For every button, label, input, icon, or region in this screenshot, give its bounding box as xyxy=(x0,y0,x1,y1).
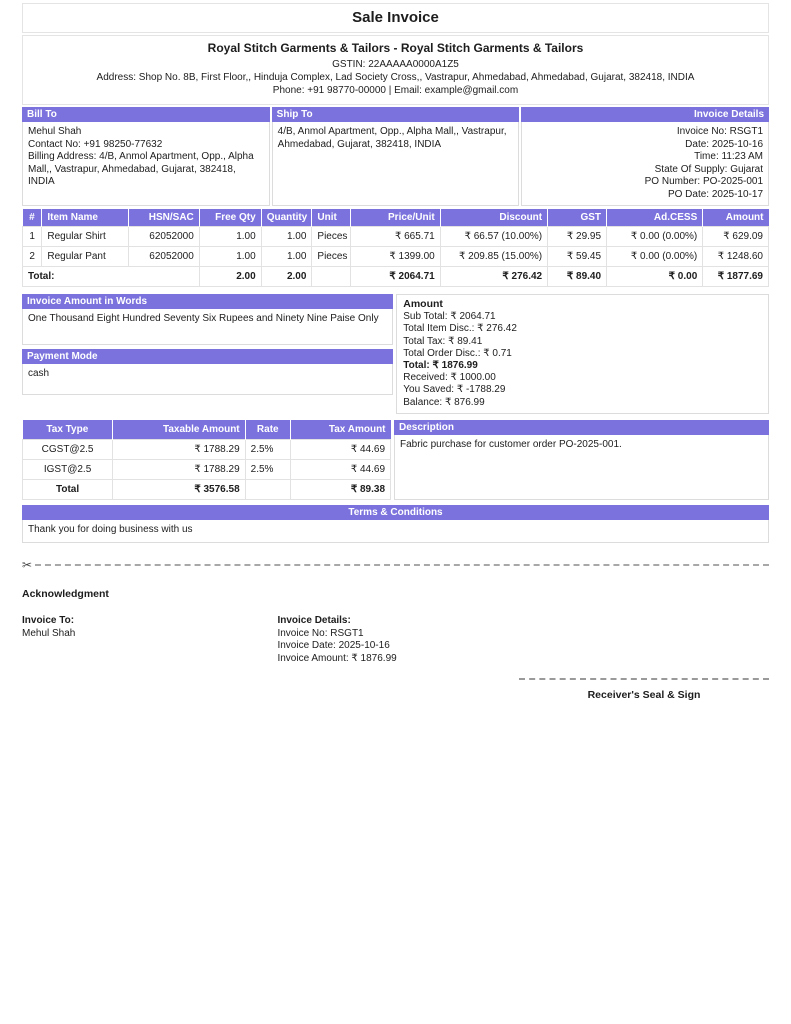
total-free-qty: 2.00 xyxy=(199,267,261,287)
col-item-name: Item Name xyxy=(42,209,129,227)
col-discount: Discount xyxy=(440,209,547,227)
item-unit: Pieces xyxy=(312,227,351,247)
total-gst: ₹ 89.40 xyxy=(548,267,607,287)
ship-to-content xyxy=(272,122,520,206)
company-address: Address: Shop No. 8B, First Floor,, Hinduja Complex, Lad Society Cross,, Vastrapur, Ahmedabad, Ahmedabad, Gujarat, 382418, INDIA xyxy=(96,72,695,83)
acknowledgment-title: Acknowledgment xyxy=(22,587,109,600)
total-discount: ₹ 276.42 xyxy=(440,267,547,287)
item-index: 2 xyxy=(23,247,42,267)
terms-section xyxy=(22,505,769,543)
tax-total-rate xyxy=(245,479,290,499)
ship-to-address: 4/B, Anmol Apartment, Opp., Alpha Mall,, Vastrapur, Ahmedabad, Gujarat, 382418, INDIA xyxy=(277,126,507,150)
total-cess: ₹ 0.00 xyxy=(607,267,703,287)
tax-amount: ₹ 44.69 xyxy=(290,459,390,479)
ack-details-label: Invoice Details: xyxy=(277,615,351,627)
page-title: Sale Invoice xyxy=(22,3,769,33)
col-tax-amount: Tax Amount xyxy=(290,420,390,440)
total-quantity: 2.00 xyxy=(261,267,312,287)
item-unit: Pieces xyxy=(312,247,351,267)
ack-invoice-no: Invoice No: RSGT1 xyxy=(277,627,364,639)
words-header: Invoice Amount in Words xyxy=(22,294,393,309)
item-name: Regular Shirt xyxy=(42,227,129,247)
items-total-label: Total: xyxy=(23,267,200,287)
company-name: Royal Stitch Garments & Tailors - Royal Stitch Garments & Tailors xyxy=(207,41,584,55)
invoice-details-header: Invoice Details xyxy=(521,107,769,122)
grand-total: Total: ₹ 1876.99 xyxy=(403,360,478,372)
tax-rate: 2.5% xyxy=(245,439,290,459)
acknowledgment-row xyxy=(22,615,769,665)
terms-text: Thank you for doing business with us xyxy=(22,520,769,543)
item-row xyxy=(23,247,769,267)
terms-header: Terms & Conditions xyxy=(22,505,769,520)
tax-row xyxy=(23,439,391,459)
tax-total-amount: ₹ 89.38 xyxy=(290,479,390,499)
tax-row xyxy=(23,459,391,479)
tax-header-row xyxy=(23,420,391,440)
item-row xyxy=(23,227,769,247)
company-contact: Phone: +91 98770-00000 | Email: example@gmail.com xyxy=(272,85,519,96)
total-amount: ₹ 1877.69 xyxy=(703,267,769,287)
bill-to-address: Billing Address: 4/B, Anmol Apartment, Opp., Alpha Mall,, Vastrapur, Ahmedabad, Gujarat, 382418, INDIA xyxy=(28,151,254,187)
company-header xyxy=(22,35,769,105)
receiver-seal-label: Receiver's Seal & Sign xyxy=(587,689,701,702)
you-saved: You Saved: ₹ -1788.29 xyxy=(403,384,506,396)
col-unit: Unit xyxy=(312,209,351,227)
dashed-divider xyxy=(35,564,769,566)
company-gstin: GSTIN: 22AAAAA0000A1Z5 xyxy=(332,59,459,70)
col-rate: Rate xyxy=(245,420,290,440)
tax-type: CGST@2.5 xyxy=(23,439,113,459)
item-quantity: 1.00 xyxy=(261,247,312,267)
item-amount: ₹ 1248.60 xyxy=(703,247,769,267)
item-gst: ₹ 29.95 xyxy=(548,227,607,247)
item-discount: ₹ 66.57 (10.00%) xyxy=(440,227,547,247)
item-free-qty: 1.00 xyxy=(199,227,261,247)
item-price: ₹ 665.71 xyxy=(351,227,441,247)
bill-to-panel xyxy=(22,107,270,206)
total-tax: Total Tax: ₹ 89.41 xyxy=(403,335,483,347)
cut-here-line xyxy=(22,559,769,571)
item-name: Regular Pant xyxy=(42,247,129,267)
col-cess: Ad.CESS xyxy=(607,209,703,227)
tax-table xyxy=(22,420,391,500)
col-taxable-amount: Taxable Amount xyxy=(113,420,245,440)
tax-type: IGST@2.5 xyxy=(23,459,113,479)
tax-total-label: Total xyxy=(23,479,113,499)
tax-total-taxable: ₹ 3576.58 xyxy=(113,479,245,499)
summary-row xyxy=(22,294,769,414)
po-date: PO Date: 2025-10-17 xyxy=(667,188,764,200)
item-amount: ₹ 629.09 xyxy=(703,227,769,247)
items-total-row xyxy=(23,267,769,287)
ack-invoice-date: Invoice Date: 2025-10-16 xyxy=(277,640,390,652)
words-text: One Thousand Eight Hundred Seventy Six Rupees and Ninety Nine Paise Only xyxy=(22,309,393,345)
col-hsn: HSN/SAC xyxy=(128,209,199,227)
scissors-icon: ✂ xyxy=(22,557,33,572)
ship-to-panel xyxy=(272,107,520,206)
tax-rate: 2.5% xyxy=(245,459,290,479)
description-text: Fabric purchase for customer order PO-2025-001. xyxy=(394,435,769,500)
received-amount: Received: ₹ 1000.00 xyxy=(403,372,496,384)
bill-to-contact: Contact No: +91 98250-77632 xyxy=(28,138,163,150)
description-header: Description xyxy=(394,420,769,435)
invoice-time: Time: 11:23 AM xyxy=(694,151,764,162)
balance: Balance: ₹ 876.99 xyxy=(403,396,485,408)
payment-mode-value: cash xyxy=(22,364,393,395)
ack-invoice-to xyxy=(22,615,277,665)
items-table xyxy=(22,209,769,287)
bill-to-name: Mehul Shah xyxy=(28,126,82,137)
signature-dashed-line xyxy=(519,678,769,680)
item-quantity: 1.00 xyxy=(261,227,312,247)
acknowledgment-section xyxy=(22,588,769,666)
taxable-amount: ₹ 1788.29 xyxy=(113,459,245,479)
item-hsn: 62052000 xyxy=(128,227,199,247)
col-quantity: Quantity xyxy=(261,209,312,227)
payment-mode-header: Payment Mode xyxy=(22,349,393,364)
ack-invoice-to-name: Mehul Shah xyxy=(22,627,76,639)
tax-amount: ₹ 44.69 xyxy=(290,439,390,459)
ack-invoice-to-label: Invoice To: xyxy=(22,615,75,627)
description-panel xyxy=(394,420,769,500)
total-item-discount: Total Item Disc.: ₹ 276.42 xyxy=(403,323,517,335)
item-hsn: 62052000 xyxy=(128,247,199,267)
item-cess: ₹ 0.00 (0.00%) xyxy=(607,247,703,267)
col-price: Price/Unit xyxy=(351,209,441,227)
col-amount: Amount xyxy=(703,209,769,227)
taxable-amount: ₹ 1788.29 xyxy=(113,439,245,459)
amount-summary-panel xyxy=(396,294,769,414)
total-unit xyxy=(312,267,351,287)
tax-table-wrap xyxy=(22,420,391,500)
ack-invoice-details xyxy=(277,615,396,665)
po-number: PO Number: PO-2025-001 xyxy=(644,176,764,187)
total-price: ₹ 2064.71 xyxy=(351,267,441,287)
col-index: # xyxy=(23,209,42,227)
col-free-qty: Free Qty xyxy=(199,209,261,227)
col-tax-type: Tax Type xyxy=(23,420,113,440)
total-order-discount: Total Order Disc.: ₹ 0.71 xyxy=(403,347,512,359)
amount-header: Amount xyxy=(403,298,443,310)
col-gst: GST xyxy=(548,209,607,227)
state-of-supply: State Of Supply: Gujarat xyxy=(654,163,764,175)
item-index: 1 xyxy=(23,227,42,247)
sub-total: Sub Total: ₹ 2064.71 xyxy=(403,311,496,323)
bill-to-content xyxy=(22,122,270,206)
item-cess: ₹ 0.00 (0.00%) xyxy=(607,227,703,247)
items-header-row xyxy=(23,209,769,227)
item-gst: ₹ 59.45 xyxy=(548,247,607,267)
invoice-number: Invoice No: RSGT1 xyxy=(676,126,764,137)
invoice-details-content xyxy=(521,122,769,206)
receiver-seal-block xyxy=(519,678,769,701)
invoice-date: Date: 2025-10-16 xyxy=(685,138,764,150)
tax-total-row xyxy=(23,479,391,499)
tax-description-row xyxy=(22,420,769,500)
parties-row xyxy=(22,107,769,206)
invoice-details-panel xyxy=(521,107,769,206)
item-free-qty: 1.00 xyxy=(199,247,261,267)
item-discount: ₹ 209.85 (15.00%) xyxy=(440,247,547,267)
ack-invoice-amount: Invoice Amount: ₹ 1876.99 xyxy=(277,652,397,664)
bill-to-header: Bill To xyxy=(22,107,270,122)
item-price: ₹ 1399.00 xyxy=(351,247,441,267)
ship-to-header: Ship To xyxy=(272,107,520,122)
words-payment-column xyxy=(22,294,393,414)
